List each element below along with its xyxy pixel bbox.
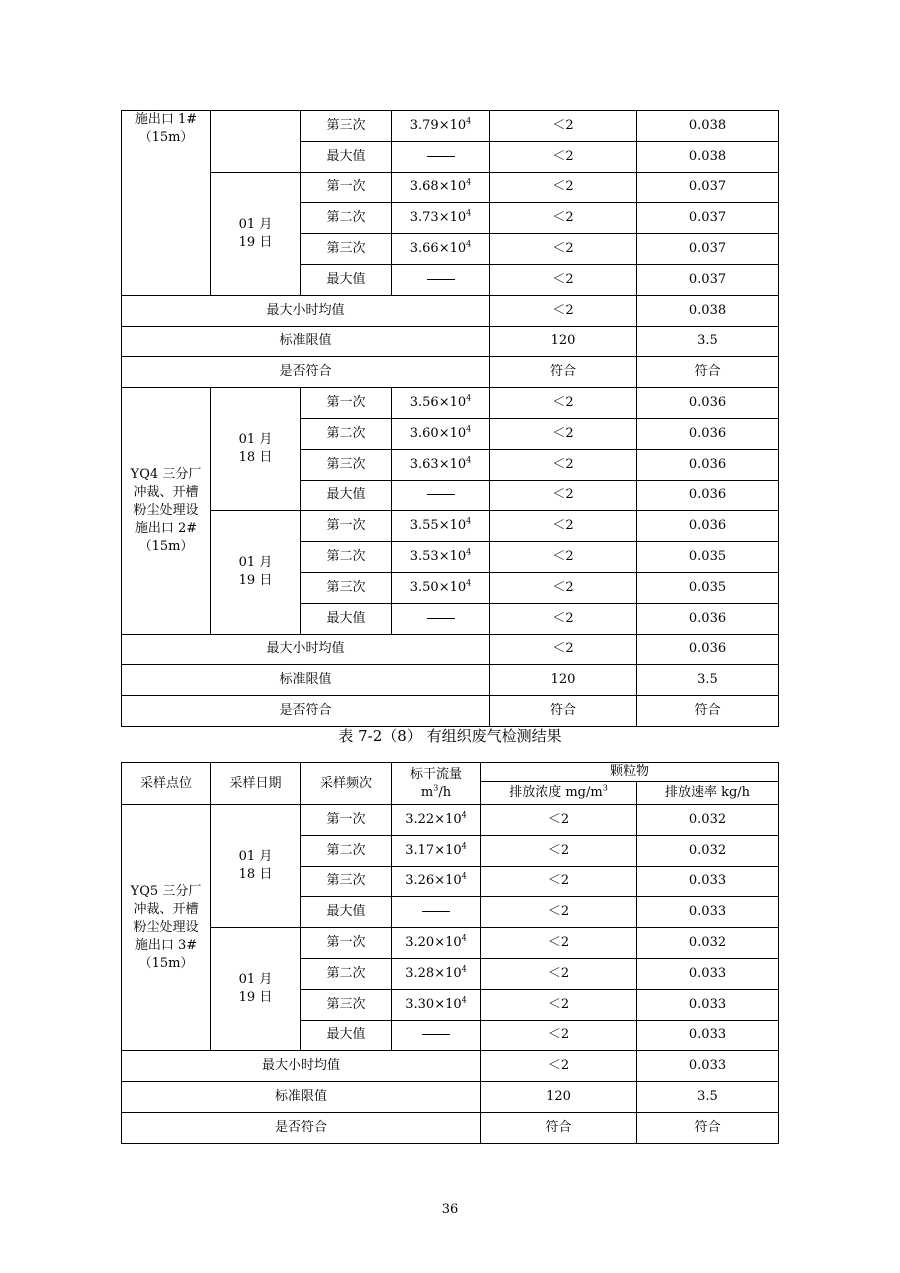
rate-cell: 0.036: [637, 511, 779, 542]
frequency-cell: 第一次: [301, 511, 392, 542]
flow-exponent: 4: [461, 872, 467, 882]
site-cell: YQ5 三分厂 冲裁、开槽 粉尘处理设 施出口 3# （15m）: [122, 805, 211, 1051]
flow-exponent: 4: [466, 239, 472, 249]
summary-row: [122, 295, 779, 326]
rate-cell: 0.037: [637, 234, 779, 265]
rate-cell: 0.036: [637, 634, 779, 665]
concentration-cell: ＜2: [490, 264, 637, 295]
flow-cell: [392, 866, 481, 897]
concentration-cell: ＜2: [490, 480, 637, 511]
dash-mark: [427, 618, 455, 619]
summary-label: 最大小时均值: [122, 295, 490, 326]
flow-cell: [392, 388, 490, 419]
rate-cell: 0.037: [637, 203, 779, 234]
summary-label: 标准限值: [122, 665, 490, 696]
frequency-cell: 第三次: [301, 111, 392, 142]
summary-row: [122, 665, 779, 696]
flow-value: 3.66: [409, 241, 439, 257]
header-date: 采样日期: [211, 763, 301, 805]
flow-cell: [392, 928, 481, 959]
frequency-cell: 最大值: [301, 603, 392, 634]
date-cell-empty: [211, 111, 301, 173]
header-site: 采样点位: [122, 763, 211, 805]
concentration-cell: ＜2: [490, 603, 637, 634]
rate-cell: 0.036: [637, 418, 779, 449]
rate-cell: 0.036: [637, 449, 779, 480]
rate-cell: 0.035: [637, 572, 779, 603]
concentration-cell: ＜2: [481, 1020, 637, 1051]
summary-label: 是否符合: [122, 696, 490, 727]
header-flow-label: 标干流量: [409, 766, 462, 782]
summary-label: 标准限值: [122, 1082, 481, 1113]
rate-cell: 0.038: [637, 111, 779, 142]
flow-value: 3.50: [409, 579, 439, 595]
header-flow-unit: $m^3/h$: [420, 783, 452, 800]
flow-cell: [392, 234, 490, 265]
flow-exponent-base: ×10: [438, 117, 467, 133]
flow-exponent: 4: [466, 578, 472, 588]
rate-cell: 0.036: [637, 480, 779, 511]
page-number: 36: [441, 1202, 459, 1217]
flow-exponent-base: ×10: [438, 179, 467, 195]
flow-exponent-base: ×10: [438, 210, 467, 226]
flow-cell: [392, 542, 490, 573]
rate-cell: 0.033: [637, 1020, 779, 1051]
concentration-cell: 符合: [490, 357, 637, 388]
flow-cell: [392, 511, 490, 542]
rate-cell: 0.032: [637, 928, 779, 959]
concentration-cell: ＜2: [481, 805, 637, 836]
frequency-cell: 第三次: [301, 234, 392, 265]
frequency-cell: 第一次: [301, 805, 392, 836]
frequency-cell: 最大值: [301, 264, 392, 295]
flow-exponent-base: ×10: [438, 518, 467, 534]
concentration-cell: ＜2: [490, 172, 637, 203]
concentration-cell: 120: [490, 326, 637, 357]
rate-cell: 0.032: [637, 835, 779, 866]
rate-cell: 3.5: [637, 1082, 779, 1113]
summary-row: [122, 1112, 779, 1143]
concentration-cell: ＜2: [490, 203, 637, 234]
header-concentration: 排放浓度 $mg/m^3$: [481, 782, 637, 805]
flow-exponent-base: ×10: [438, 241, 467, 257]
emission-table-7-2-8: [121, 762, 779, 1144]
date-cell: 01 月 18 日: [211, 388, 301, 511]
flow-cell: [392, 449, 490, 480]
table-row: [122, 388, 779, 419]
rate-cell: 0.032: [637, 805, 779, 836]
flow-exponent: 4: [466, 516, 472, 526]
flow-cell: [392, 264, 490, 295]
concentration-cell: ＜2: [490, 449, 637, 480]
frequency-cell: 第三次: [301, 572, 392, 603]
flow-value: 3.63: [409, 456, 439, 472]
summary-row: [122, 634, 779, 665]
flow-value: 3.30: [405, 996, 435, 1012]
table-header-row: [122, 763, 779, 782]
flow-exponent: 4: [466, 455, 472, 465]
summary-label: 最大小时均值: [122, 1051, 481, 1082]
frequency-cell: 最大值: [301, 141, 392, 172]
concentration-cell: ＜2: [490, 141, 637, 172]
flow-value: 3.53: [409, 549, 439, 565]
summary-label: 是否符合: [122, 357, 490, 388]
flow-cell: [392, 203, 490, 234]
summary-row: [122, 357, 779, 388]
emission-table-continued: [121, 110, 779, 727]
flow-exponent: 4: [466, 547, 472, 557]
date-cell: 01 月 19 日: [211, 511, 301, 634]
flow-exponent: 4: [466, 178, 472, 188]
summary-row: [122, 696, 779, 727]
frequency-cell: 第一次: [301, 172, 392, 203]
concentration-cell: ＜2: [481, 989, 637, 1020]
frequency-cell: 第二次: [301, 835, 392, 866]
table-row: [122, 511, 779, 542]
flow-cell: [392, 111, 490, 142]
dash-mark: [427, 279, 455, 280]
flow-value: 3.55: [409, 518, 439, 534]
rate-cell: 0.038: [637, 295, 779, 326]
flow-exponent: 4: [461, 810, 467, 820]
flow-value: 3.79: [409, 117, 439, 133]
frequency-cell: 第三次: [301, 989, 392, 1020]
flow-exponent-base: ×10: [438, 425, 467, 441]
flow-exponent: 4: [466, 424, 472, 434]
concentration-cell: ＜2: [490, 634, 637, 665]
concentration-cell: ＜2: [490, 295, 637, 326]
concentration-cell: ＜2: [490, 511, 637, 542]
flow-cell: [392, 603, 490, 634]
rate-cell: 符合: [637, 696, 779, 727]
concentration-cell: ＜2: [490, 542, 637, 573]
date-cell: 01 月 18 日: [211, 805, 301, 928]
frequency-cell: 第二次: [301, 203, 392, 234]
frequency-cell: 最大值: [301, 480, 392, 511]
dash-mark: [422, 911, 450, 912]
flow-value: 3.26: [405, 873, 435, 889]
frequency-cell: 第二次: [301, 542, 392, 573]
frequency-cell: 第二次: [301, 958, 392, 989]
flow-value: 3.22: [405, 811, 435, 827]
header-flow: [392, 763, 481, 805]
concentration-cell: ＜2: [481, 897, 637, 928]
flow-cell: [392, 418, 490, 449]
flow-exponent-base: ×10: [434, 842, 462, 858]
dash-mark: [422, 1034, 450, 1035]
flow-exponent-base: ×10: [438, 549, 467, 565]
rate-cell: 0.033: [637, 1051, 779, 1082]
frequency-cell: 第一次: [301, 928, 392, 959]
flow-value: 3.73: [409, 210, 439, 226]
rate-cell: 0.033: [637, 866, 779, 897]
concentration-cell: ＜2: [481, 1051, 637, 1082]
concentration-cell: ＜2: [481, 835, 637, 866]
flow-exponent: 4: [461, 964, 467, 974]
frequency-cell: 最大值: [301, 1020, 392, 1051]
rate-cell: 0.033: [637, 989, 779, 1020]
flow-exponent: 4: [461, 933, 467, 943]
concentration-cell: 符合: [481, 1112, 637, 1143]
flow-value: 3.68: [409, 179, 439, 195]
frequency-cell: 第一次: [301, 388, 392, 419]
flow-cell: [392, 141, 490, 172]
flow-exponent-base: ×10: [434, 965, 462, 981]
rate-cell: 0.037: [637, 264, 779, 295]
date-cell: 01 月 19 日: [211, 928, 301, 1051]
concentration-cell: ＜2: [490, 572, 637, 603]
flow-value: 3.60: [409, 425, 439, 441]
flow-exponent-base: ×10: [438, 395, 467, 411]
flow-cell: [392, 480, 490, 511]
table-row: [122, 172, 779, 203]
concentration-cell: ＜2: [481, 866, 637, 897]
flow-exponent: 4: [466, 208, 472, 218]
flow-exponent-base: ×10: [434, 811, 462, 827]
flow-cell: [392, 1020, 481, 1051]
frequency-cell: 最大值: [301, 897, 392, 928]
rate-cell: 0.038: [637, 141, 779, 172]
flow-exponent-base: ×10: [434, 935, 462, 951]
summary-row: [122, 1082, 779, 1113]
rate-cell: 0.035: [637, 542, 779, 573]
flow-cell: [392, 835, 481, 866]
rate-cell: 0.033: [637, 897, 779, 928]
rate-cell: 符合: [637, 1112, 779, 1143]
concentration-cell: ＜2: [481, 958, 637, 989]
flow-exponent-base: ×10: [438, 456, 467, 472]
header-frequency: 采样频次: [301, 763, 392, 805]
table-row: [122, 111, 779, 142]
header-particulate: 颗粒物: [481, 763, 779, 782]
concentration-cell: 120: [481, 1082, 637, 1113]
flow-exponent: 4: [466, 393, 472, 403]
header-rate: 排放速率 kg/h: [637, 782, 779, 805]
summary-label: 是否符合: [122, 1112, 481, 1143]
flow-exponent-base: ×10: [434, 873, 462, 889]
flow-cell: [392, 805, 481, 836]
flow-cell: [392, 172, 490, 203]
dash-mark: [427, 156, 455, 157]
flow-exponent: 4: [466, 116, 472, 126]
flow-cell: [392, 897, 481, 928]
flow-exponent: 4: [461, 995, 467, 1005]
rate-cell: 0.036: [637, 603, 779, 634]
date-cell: 01 月 19 日: [211, 172, 301, 295]
summary-label: 标准限值: [122, 326, 490, 357]
concentration-cell: 符合: [490, 696, 637, 727]
table-row: [122, 928, 779, 959]
flow-cell: [392, 572, 490, 603]
concentration-cell: ＜2: [490, 418, 637, 449]
rate-cell: 3.5: [637, 665, 779, 696]
table-row: [122, 805, 779, 836]
flow-value: 3.56: [409, 395, 439, 411]
frequency-cell: 第三次: [301, 866, 392, 897]
site-cell: YQ4 三分厂 冲裁、开槽 粉尘处理设 施出口 2# （15m）: [122, 388, 211, 634]
flow-exponent-base: ×10: [438, 579, 467, 595]
rate-cell: 0.037: [637, 172, 779, 203]
flow-exponent: 4: [461, 841, 467, 851]
flow-exponent-base: ×10: [434, 996, 462, 1012]
rate-cell: 符合: [637, 357, 779, 388]
flow-value: 3.20: [405, 935, 435, 951]
concentration-cell: ＜2: [490, 111, 637, 142]
concentration-cell: ＜2: [481, 928, 637, 959]
table-caption: 表 7-2（8） 有组织废气检测结果: [338, 727, 562, 745]
concentration-cell: ＜2: [490, 388, 637, 419]
summary-row: [122, 1051, 779, 1082]
rate-cell: 3.5: [637, 326, 779, 357]
frequency-cell: 第二次: [301, 418, 392, 449]
flow-value: 3.28: [405, 965, 435, 981]
flow-cell: [392, 989, 481, 1020]
summary-row: [122, 326, 779, 357]
concentration-cell: ＜2: [490, 234, 637, 265]
rate-cell: 0.033: [637, 958, 779, 989]
flow-cell: [392, 958, 481, 989]
rate-cell: 0.036: [637, 388, 779, 419]
frequency-cell: 第三次: [301, 449, 392, 480]
site-cell: 施出口 1# （15m）: [122, 111, 211, 296]
summary-label: 最大小时均值: [122, 634, 490, 665]
dash-mark: [427, 494, 455, 495]
flow-value: 3.17: [405, 842, 435, 858]
concentration-cell: 120: [490, 665, 637, 696]
